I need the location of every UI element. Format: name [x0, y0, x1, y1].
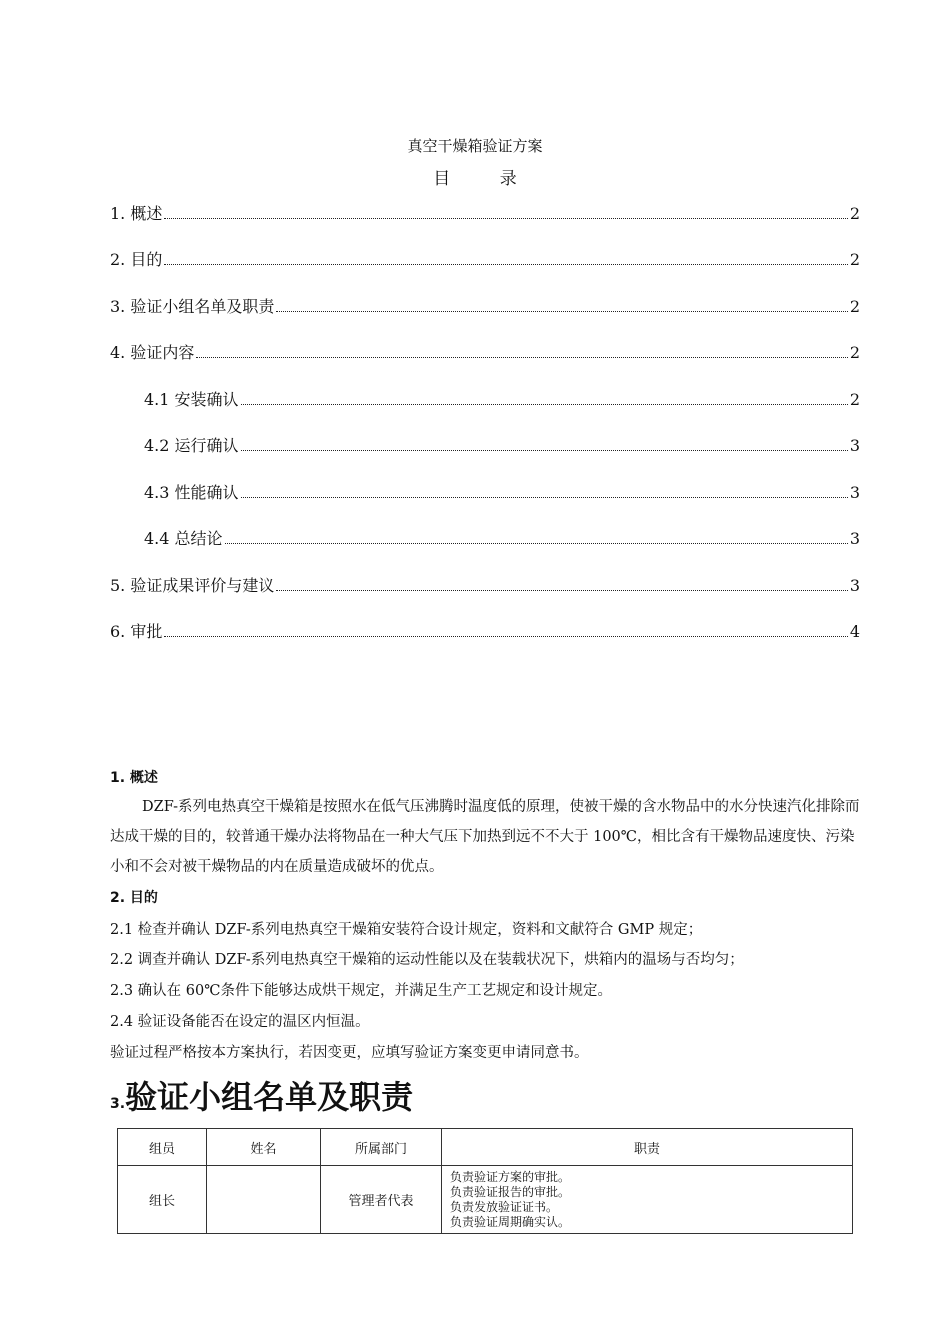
- toc-leader-dots: [164, 264, 847, 265]
- cell-member: 组长: [118, 1166, 207, 1234]
- toc-entry-page: 3: [849, 576, 860, 595]
- toc-entry-label: 4. 验证内容: [110, 343, 195, 362]
- column-header-name: 姓名: [207, 1129, 321, 1166]
- toc-entry[interactable]: [110, 294, 860, 317]
- purpose-item: 2.2 调查并确认 DZF-系列电热真空干燥箱的运动性能以及在装载状况下，烘箱内的温场与否均匀；: [110, 952, 744, 968]
- toc-entry-page: 2: [849, 297, 860, 316]
- purpose-item: 2.3 确认在 60℃条件下能够达成烘干规定，并满足生产工艺规定和设计规定。: [110, 983, 612, 999]
- toc-entry-label: 5. 验证成果评价与建议: [110, 576, 275, 595]
- toc-leader-dots: [225, 543, 848, 544]
- toc-entry-label: 6. 审批: [110, 622, 163, 641]
- toc-entry[interactable]: [110, 201, 860, 224]
- duty-item: 负责验证周期确实认。: [450, 1214, 571, 1229]
- duty-item: 负责验证方案的审批。: [450, 1169, 571, 1184]
- table-header-row: [118, 1129, 853, 1166]
- toc-entry-label: 4.3 性能确认: [144, 483, 239, 502]
- toc-entry-page: 2: [849, 250, 860, 269]
- toc-entry-page: 3: [849, 529, 860, 548]
- purpose-item: 2.4 验证设备能否在设定的温区内恒温。: [110, 1014, 370, 1030]
- document-title: 真空干燥箱验证方案: [407, 137, 543, 155]
- toc-entry-page: 4: [849, 622, 860, 641]
- toc-leader-dots: [241, 497, 848, 498]
- toc-subentry[interactable]: [144, 433, 860, 456]
- toc-subentry[interactable]: [144, 480, 860, 503]
- toc-entry-page: 2: [849, 343, 860, 362]
- toc-entry-label: 4.1 安装确认: [144, 390, 239, 409]
- toc-leader-dots: [276, 590, 847, 591]
- toc-leader-dots: [276, 311, 847, 312]
- toc-leader-dots: [164, 636, 847, 637]
- table-row: [118, 1166, 853, 1234]
- section-number: 3.: [110, 1096, 126, 1112]
- duty-item: 负责发放验证证书。: [450, 1199, 559, 1214]
- toc-entry-label: 4.2 运行确认: [144, 436, 239, 455]
- toc-leader-dots: [196, 357, 847, 358]
- toc-entry-label: 4.4 总结论: [144, 529, 223, 548]
- toc-entry-label: 2. 目的: [110, 250, 163, 269]
- toc-title: 目 录: [433, 169, 539, 189]
- duty-item: 负责验证报告的审批。: [450, 1184, 571, 1199]
- column-header-member: 组员: [118, 1129, 207, 1166]
- section-heading-overview: 1. 概述: [110, 770, 158, 786]
- column-header-department: 所属部门: [321, 1129, 442, 1166]
- team-roles-table: [117, 1128, 853, 1234]
- toc-entry-page: 2: [849, 204, 860, 223]
- toc-subentry[interactable]: [144, 526, 860, 549]
- section-heading-purpose: 2. 目的: [110, 890, 158, 906]
- section-heading-team: [110, 1072, 413, 1118]
- toc-entry[interactable]: [110, 573, 860, 596]
- toc-entry[interactable]: [110, 619, 860, 642]
- toc-entry-page: 3: [849, 436, 860, 455]
- toc-entry[interactable]: [110, 340, 860, 363]
- toc-entry-label: 1. 概述: [110, 204, 163, 223]
- toc-entry-page: 3: [849, 483, 860, 502]
- toc-entry[interactable]: [110, 247, 860, 270]
- toc-leader-dots: [164, 218, 847, 219]
- toc-subentry[interactable]: [144, 387, 860, 410]
- toc-leader-dots: [241, 404, 848, 405]
- column-header-duties: 职责: [442, 1129, 853, 1166]
- cell-department: 管理者代表: [321, 1166, 442, 1234]
- toc-entry-label: 3. 验证小组名单及职责: [110, 297, 275, 316]
- purpose-item: 2.1 检查并确认 DZF-系列电热真空干燥箱安装符合设计规定，资料和文献符合 GMP 规定；: [110, 922, 703, 938]
- cell-name[interactable]: [207, 1166, 321, 1234]
- overview-paragraph: [110, 792, 860, 882]
- overview-text: DZF-系列电热真空干燥箱是按照水在低气压沸腾时温度低的原理，使被干燥的含水物品中的水分快速汽化排除而达成干燥的目的，较普通干燥办法将物品在一种大气压下加热到远不不大于 100℃，相比含有干燥物品速度快、污染小和不会对被干燥物品的内在质量造成破坏的优点。: [110, 799, 860, 875]
- toc-leader-dots: [241, 450, 848, 451]
- toc-entry-page: 2: [849, 390, 860, 409]
- purpose-note: 验证过程严格按本方案执行，若因变更，应填写验证方案变更申请同意书。: [110, 1045, 589, 1061]
- cell-duties: [442, 1166, 853, 1234]
- section-title: 验证小组名单及职责: [125, 1078, 414, 1116]
